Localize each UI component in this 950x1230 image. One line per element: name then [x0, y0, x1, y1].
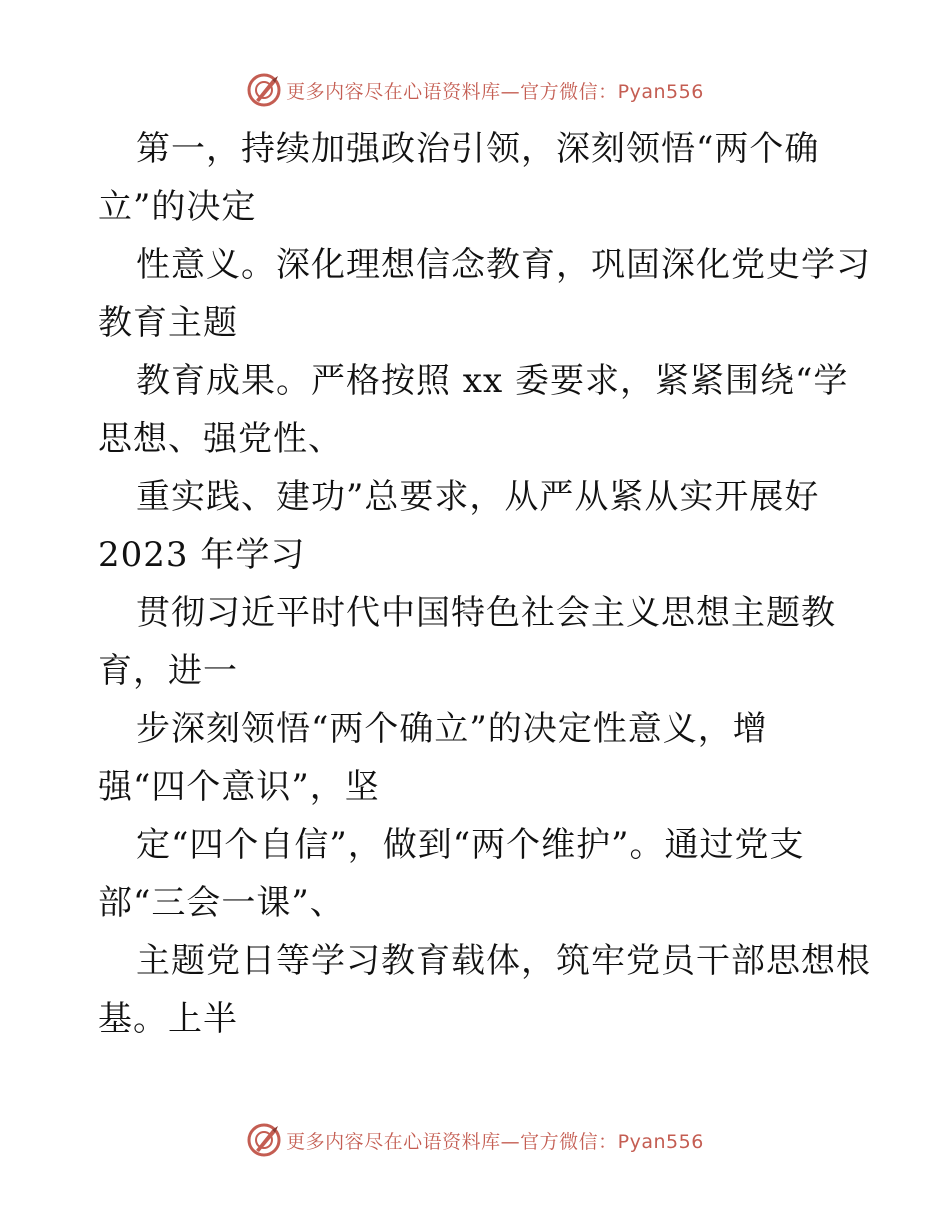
footer-watermark — [0, 1120, 950, 1160]
paragraph-line: 教育主题 — [98, 303, 238, 343]
paragraph-line: 立”的决定 — [98, 187, 257, 227]
paragraph-line: 部“三会一课”、 — [98, 883, 345, 923]
paragraph-line: 第一，持续加强政治引领，深刻领悟“两个确 — [136, 129, 820, 169]
quill-logo-icon — [246, 72, 282, 108]
paragraph-line: 思想、强党性、 — [98, 419, 343, 459]
paragraph-line: 步深刻领悟“两个确立”的决定性意义，增 — [136, 709, 768, 749]
quill-logo-icon — [246, 1122, 282, 1158]
paragraph-line: 2023 年学习 — [98, 535, 306, 575]
watermark-text: 更多内容尽在心语资料库—官方微信：Pyan556 — [286, 1130, 704, 1153]
watermark-text: 更多内容尽在心语资料库—官方微信：Pyan556 — [286, 80, 704, 103]
paragraph-line: 育，进一 — [98, 651, 238, 691]
header-watermark — [0, 70, 950, 110]
document-body — [98, 120, 871, 1048]
paragraph-line: 贯彻习近平时代中国特色社会主义思想主题教 — [136, 593, 836, 633]
paragraph-line: 重实践、建功”总要求，从严从紧从实开展好 — [136, 477, 820, 517]
paragraph-line: 主题党日等学习教育载体，筑牢党员干部思想根 — [136, 941, 871, 981]
paragraph-line: 教育成果。严格按照 xx 委要求，紧紧围绕“学 — [136, 361, 849, 401]
paragraph-line: 强“四个意识”，坚 — [98, 767, 380, 807]
paragraph-line: 基。上半 — [98, 999, 238, 1039]
paragraph-line: 定“四个自信”，做到“两个维护”。通过党支 — [136, 825, 805, 865]
paragraph-line: 性意义。深化理想信念教育，巩固深化党史学习 — [136, 245, 871, 285]
